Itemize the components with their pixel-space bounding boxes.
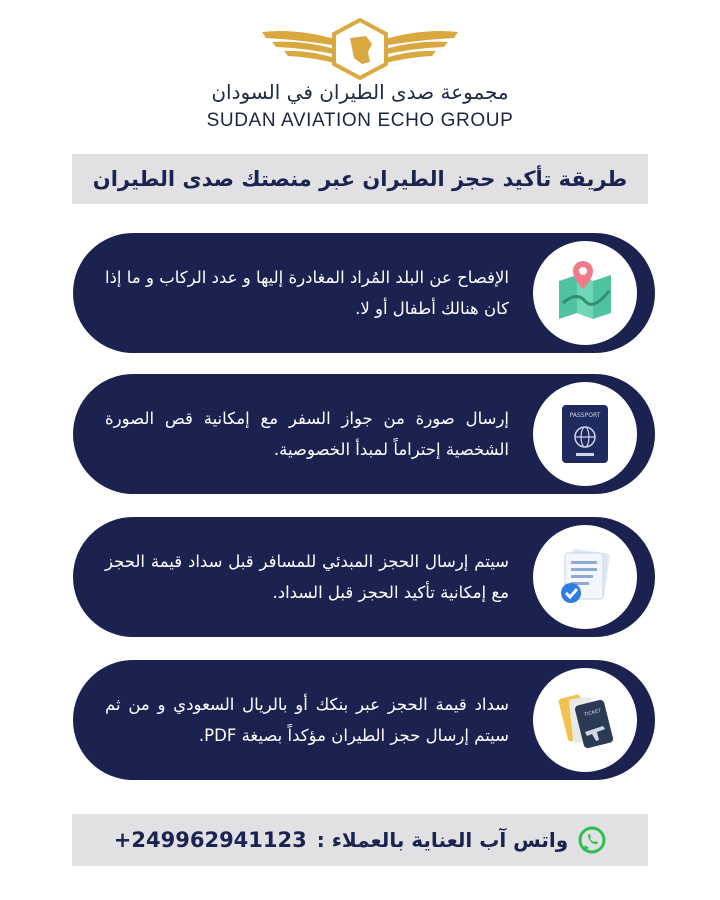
title-bar	[72, 154, 648, 204]
step-icon-circle-1	[533, 241, 637, 345]
contact-bar	[72, 814, 648, 866]
brand-name-english: SUDAN AVIATION ECHO GROUP	[206, 110, 514, 131]
passport-icon	[560, 403, 610, 465]
step-text-4: سداد قيمة الحجز عبر بنكك أو بالريال السعودي و من ثم سيتم إرسال حجز الطيران مؤكداً بصيغة PDF.	[105, 695, 509, 745]
step-icon-circle-3	[533, 525, 637, 629]
svg-text:PASSPORT: PASSPORT	[569, 412, 601, 419]
step-icon-circle-4	[533, 668, 637, 772]
svg-text:TICKET: TICKET	[583, 708, 602, 719]
whatsapp-icon[interactable]	[578, 826, 606, 854]
step-text-1: الإفصاح عن البلد المُراد المغادرة إليها و عدد الركاب و ما إذا كان هنالك أطفال أو لا.	[105, 268, 509, 318]
contact-phone[interactable]: +249962941123	[113, 828, 307, 852]
step-text-2: إرسال صورة من جواز السفر مع إمكانية قص الصورة الشخصية إحتراماً لمبدأ الخصوصية.	[105, 409, 509, 459]
step-text-3: سيتم إرسال الحجز المبدئي للمسافر قبل سداد قيمة الحجز مع إمكانية تأكيد الحجز قبل السداد.	[105, 552, 509, 602]
step-card-3	[73, 517, 655, 637]
brand-name-arabic: مجموعة صدى الطيران في السودان	[211, 80, 509, 104]
step-icon-circle-2	[533, 382, 637, 486]
page-title: طريقة تأكيد حجز الطيران عبر منصتك صدى الطيران	[92, 167, 628, 191]
step-card-4	[73, 660, 655, 780]
document-check-icon	[555, 547, 615, 607]
step-card-1	[73, 233, 655, 353]
contact-label: واتس آب العناية بالعملاء :	[316, 828, 569, 852]
map-pin-icon	[553, 261, 617, 325]
step-card-2	[73, 374, 655, 494]
winged-emblem-icon	[258, 18, 462, 82]
flight-ticket-icon	[553, 688, 617, 752]
